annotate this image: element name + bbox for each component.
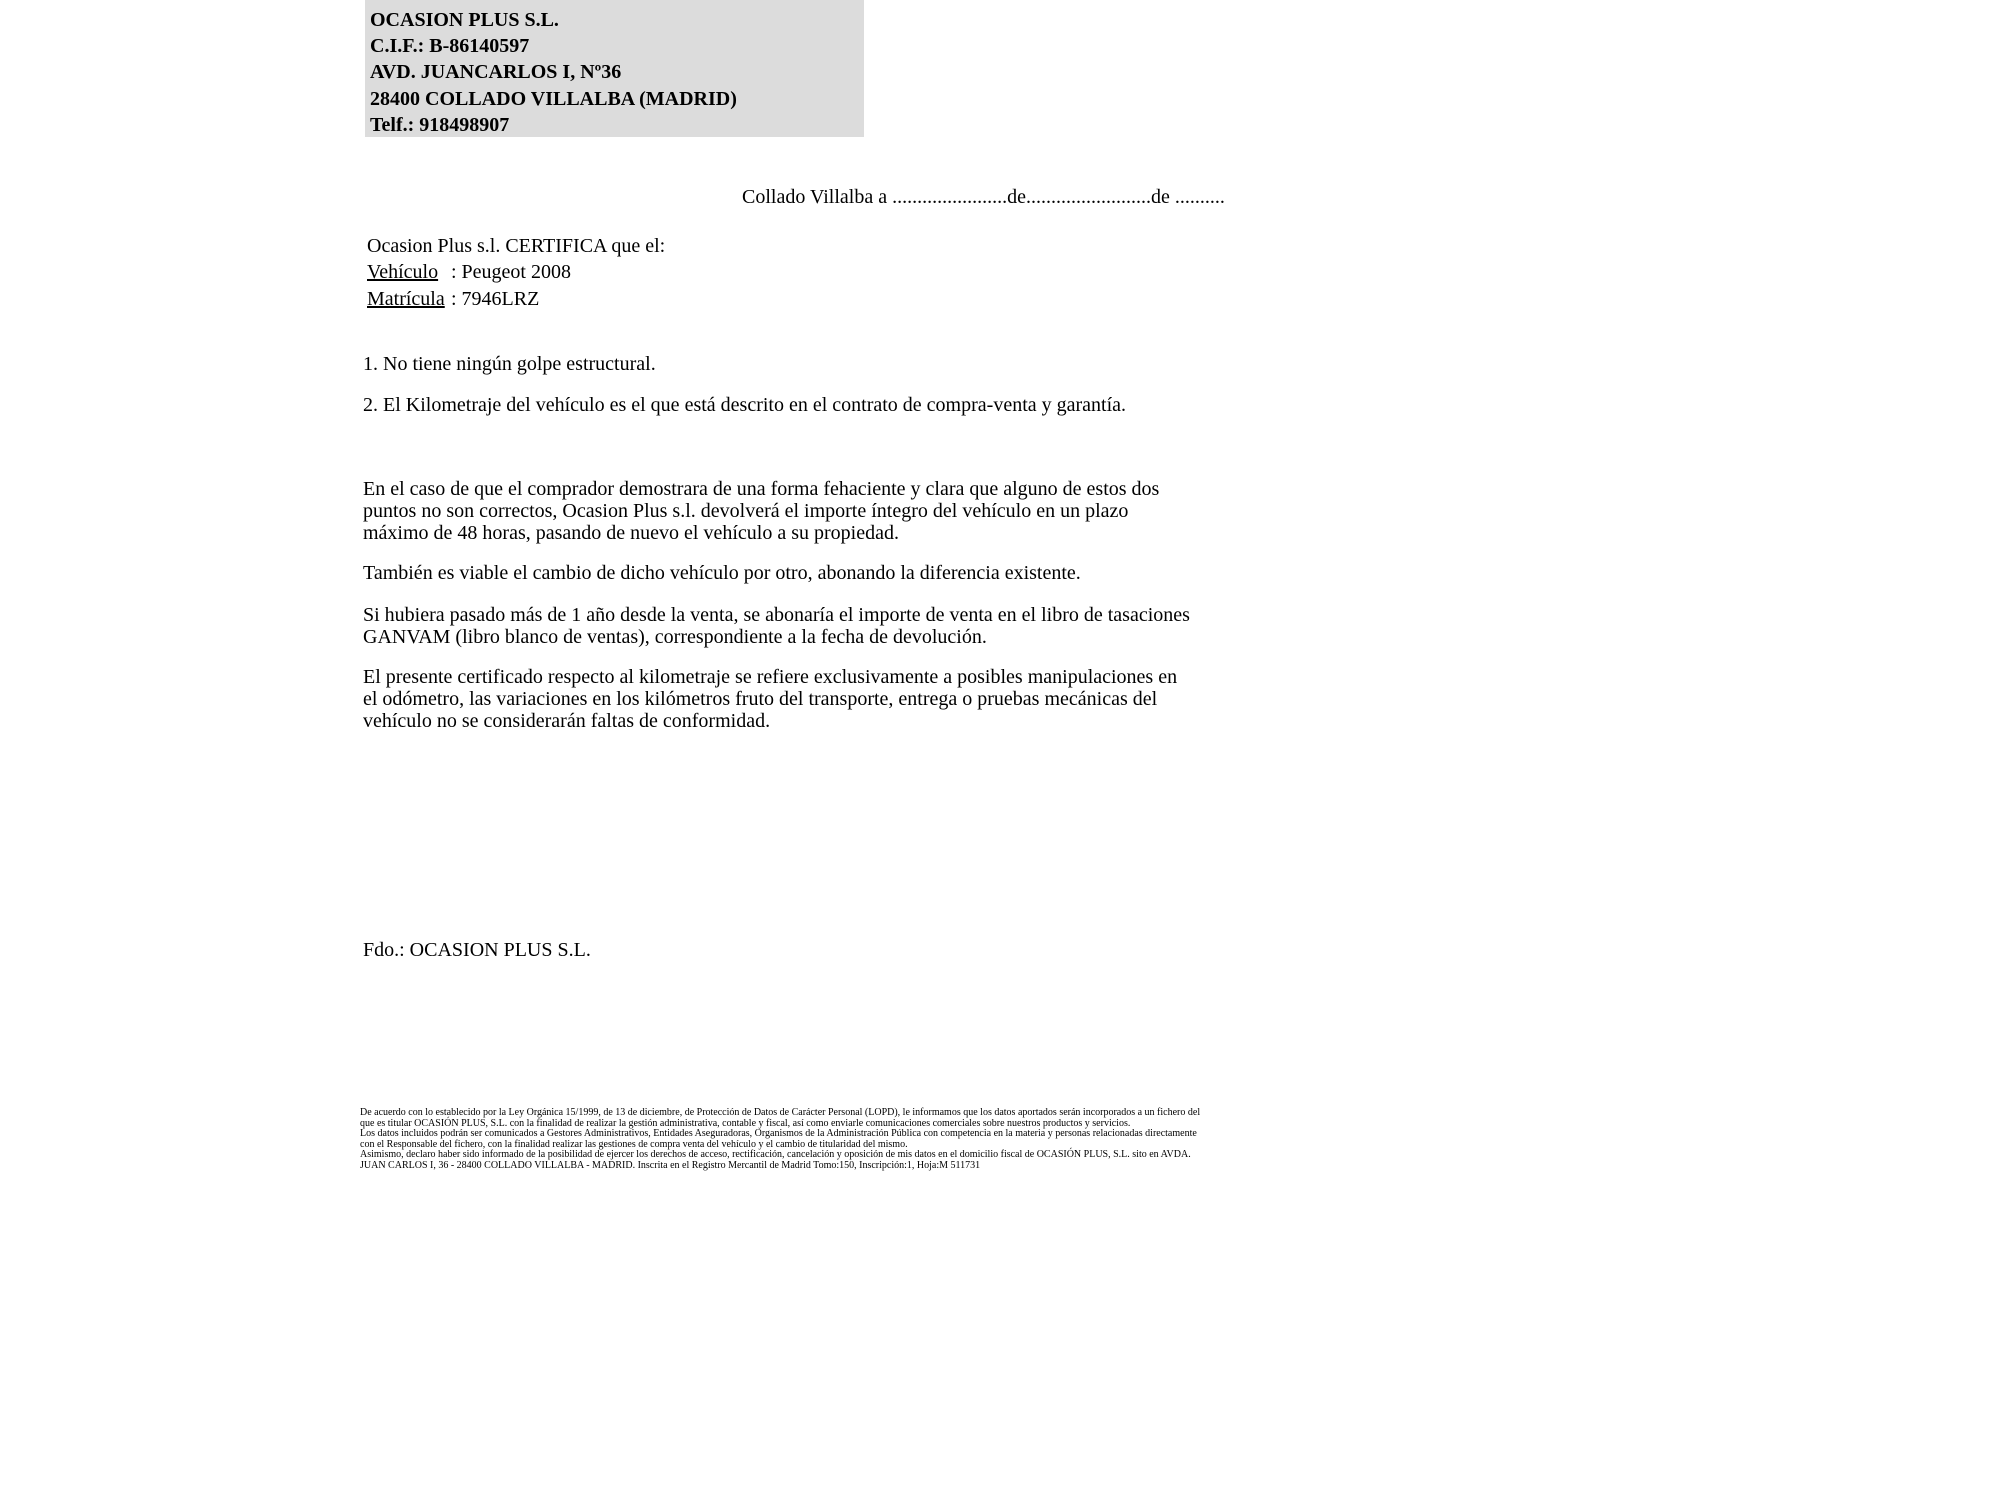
- paragraph-odometer: El presente certificado respecto al kilometraje se refiere exclusivamente a posibles manipulaciones en el odómetro, las variaciones en los kilómetros fruto del transporte, entrega o pruebas mecánicas del vehículo no se considerarán faltas de conformidad.: [363, 666, 1178, 733]
- certify-block: [367, 233, 665, 312]
- legal-paragraph-data-sharing: Los datos incluidos podrán ser comunicados a Gestores Administrativos, Entidades Aseguradoras, Organismos de la Administración Pública con competencia en la materia y personas relacionadas directamente con el Responsable del fichero, con la finalidad realizar las gestiones de compra venta del vehículo y el cambio de titularidad del mismo.: [360, 1128, 1197, 1150]
- company-city: 28400 COLLADO VILLALBA (MADRID): [370, 87, 737, 110]
- paragraph-exchange: También es viable el cambio de dicho vehículo por otro, abonando la diferencia existente.: [363, 562, 1081, 584]
- certify-intro: Ocasion Plus s.l. CERTIFICA que el:: [367, 235, 666, 257]
- company-name: OCASION PLUS S.L.: [370, 9, 559, 31]
- company-cif: C.I.F.: B-86140597: [370, 35, 530, 58]
- vehicle-row: [367, 259, 665, 285]
- legal-paragraph-rights: Asimismo, declaro haber sido informado de la posibilidad de ejercer los derechos de acceso, rectificación, cancelación y oposición de mis datos en el domicilio fiscal de OCASIÓN PLUS, S.L. sito en AVDA. JUAN CARLOS I, 36 - 28400 COLLADO VILLALBA - MADRID. Inscrita en el Registro Mercantil de Madrid Tomo:150, Inscripción:1, Hoja:M 511731: [360, 1149, 1191, 1171]
- point-2: 2. El Kilometraje del vehículo es el que está descrito en el contrato de compra-venta y garantía.: [363, 394, 1127, 416]
- signature-line: Fdo.: OCASION PLUS S.L.: [363, 939, 591, 961]
- plate-label: Matrícula: [367, 287, 445, 310]
- paragraph-refund: En el caso de que el comprador demostrara de una forma fehaciente y clara que alguno de estos dos puntos no son correctos, Ocasion Plus s.l. devolverá el importe íntegro del vehículo en un plazo máximo de 48 horas, pasando de nuevo el vehículo a su propiedad.: [363, 478, 1160, 545]
- legal-footer: [360, 1108, 1205, 1172]
- plate-row: [367, 286, 665, 312]
- paragraph-ganvam: Si hubiera pasado más de 1 año desde la venta, se abonaría el importe de venta en el libro de tasaciones GANVAM (libro blanco de ventas), correspondiente a la fecha de devolución.: [363, 604, 1190, 649]
- point-1: 1. No tiene ningún golpe estructural.: [363, 353, 656, 375]
- vehicle-value: : Peugeot 2008: [451, 261, 571, 284]
- company-header-box: [365, 0, 864, 137]
- date-line: Collado Villalba a .......................de.........................de ..........: [742, 186, 1225, 208]
- company-phone: Telf.: 918498907: [370, 113, 510, 136]
- company-address: AVD. JUANCARLOS I, Nº36: [370, 61, 622, 84]
- plate-value: : 7946LRZ: [451, 287, 540, 310]
- vehicle-label: Vehículo: [367, 261, 439, 284]
- legal-paragraph-lopd: De acuerdo con lo establecido por la Ley Orgánica 15/1999, de 13 de diciembre, de Protección de Datos de Carácter Personal (LOPD), le informamos que los datos aportados serán incorporados a un fichero del que es titular OCASIÓN PLUS, S.L. con la finalidad de realizar la gestión administrativa, contable y fiscal, así como enviarle comunicaciones comerciales sobre nuestros productos y servicios.: [360, 1107, 1201, 1129]
